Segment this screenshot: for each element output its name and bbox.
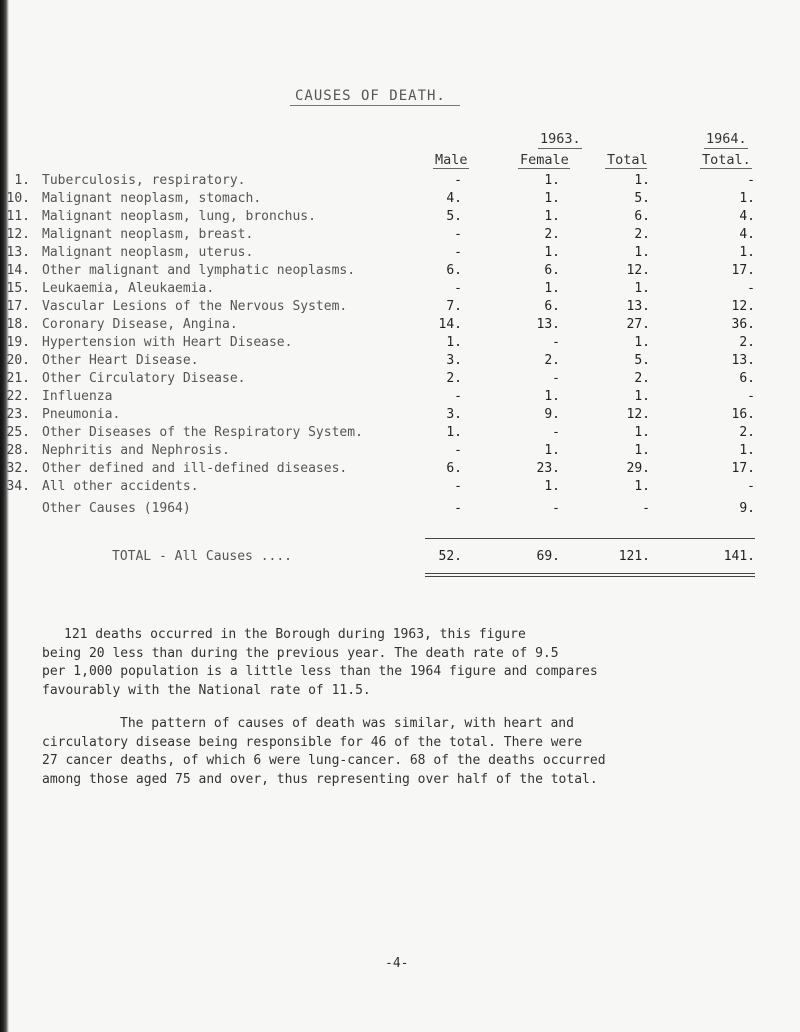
table-row <box>0 500 800 518</box>
row-number: 23. <box>6 407 30 422</box>
total-top-rule <box>425 538 755 539</box>
column-header-total: Total <box>607 152 648 168</box>
female-cell: 1. <box>544 173 560 188</box>
table-row <box>0 244 800 262</box>
title-underline <box>290 105 460 106</box>
female-cell: 2. <box>544 353 560 368</box>
row-number: 34. <box>6 479 30 494</box>
table-row <box>0 226 800 244</box>
total-1964-cell: 1. <box>739 443 755 458</box>
female-cell: 6. <box>544 263 560 278</box>
row-number: 22. <box>6 389 30 404</box>
row-label: Other Heart Disease. <box>42 353 199 368</box>
row-number: 1. <box>14 173 30 188</box>
total-cell: - <box>642 501 650 516</box>
total-cell: 1. <box>634 425 650 440</box>
female-cell: - <box>552 425 560 440</box>
male-cell: 3. <box>446 407 462 422</box>
total-male-cell: 52. <box>438 549 462 564</box>
table-row <box>0 478 800 496</box>
female-cell: 13. <box>536 317 560 332</box>
female-cell: 1. <box>544 191 560 206</box>
total-cell: 27. <box>626 317 650 332</box>
total-cell: 1. <box>634 389 650 404</box>
total-bottom-rule-2 <box>425 576 755 577</box>
table-row <box>0 262 800 280</box>
total-1964-underline <box>700 168 752 169</box>
column-header-total-1964: Total. <box>702 152 751 168</box>
row-label: Other Diseases of the Respiratory System. <box>42 425 363 440</box>
row-number: 12. <box>6 227 30 242</box>
total-1964-cell: 36. <box>731 317 755 332</box>
male-cell: - <box>454 173 462 188</box>
row-label: Nephritis and Nephrosis. <box>42 443 230 458</box>
row-number: 17. <box>6 299 30 314</box>
female-cell: - <box>552 371 560 386</box>
total-1964-cell: - <box>747 281 755 296</box>
row-number: 32. <box>6 461 30 476</box>
total-1964-cell: 2. <box>739 425 755 440</box>
male-cell: 1. <box>446 335 462 350</box>
table-row <box>0 406 800 424</box>
female-cell: - <box>552 501 560 516</box>
table-row <box>0 208 800 226</box>
total-cell: 1. <box>634 245 650 260</box>
total-1964-cell: 17. <box>731 263 755 278</box>
table-row <box>0 370 800 388</box>
row-label: Pneumonia. <box>42 407 121 422</box>
year-1963-header: 1963. <box>540 131 581 147</box>
column-header-male: Male <box>435 152 468 168</box>
total-underline <box>605 168 647 169</box>
table-row <box>0 190 800 208</box>
total-1964-cell: 13. <box>731 353 755 368</box>
total-female-cell: 69. <box>536 549 560 564</box>
year-1963-underline <box>538 148 582 149</box>
male-underline <box>433 168 469 169</box>
row-number: 18. <box>6 317 30 332</box>
row-number: 20. <box>6 353 30 368</box>
male-cell: - <box>454 501 462 516</box>
table-row <box>0 352 800 370</box>
total-1964-cell: 17. <box>731 461 755 476</box>
total-1964-cell: 12. <box>731 299 755 314</box>
male-cell: 5. <box>446 209 462 224</box>
total-1964-cell: 4. <box>739 227 755 242</box>
male-cell: 6. <box>446 263 462 278</box>
row-label: Influenza <box>42 389 113 404</box>
page-number: -4- <box>385 956 409 971</box>
total-cell: 1. <box>634 443 650 458</box>
row-label: Other Circulatory Disease. <box>42 371 246 386</box>
female-cell: 1. <box>544 443 560 458</box>
female-cell: 1. <box>544 281 560 296</box>
male-cell: 3. <box>446 353 462 368</box>
row-number: 21. <box>6 371 30 386</box>
total-1964-cell: 1. <box>739 191 755 206</box>
total-cell: 29. <box>626 461 650 476</box>
table-row <box>0 316 800 334</box>
male-cell: - <box>454 227 462 242</box>
row-label: Vascular Lesions of the Nervous System. <box>42 299 348 314</box>
total-1964-cell: - <box>747 389 755 404</box>
total-1964-cell: 9. <box>739 501 755 516</box>
total-row <box>0 548 800 566</box>
row-label: Malignant neoplasm, stomach. <box>42 191 262 206</box>
row-label: Other malignant and lymphatic neoplasms. <box>42 263 356 278</box>
paragraph-pattern: The pattern of causes of death was similar, with heart and circulatory disease being responsible for 46 of the total. There were 27 cancer deaths, of which 6 were lung-cancer. 68 of the deaths occurred among those aged 75 and over, thus representing over half of the total. <box>42 716 606 787</box>
total-cell: 13. <box>626 299 650 314</box>
total-total-cell: 121. <box>618 549 650 564</box>
total-bottom-rule-1 <box>425 573 755 574</box>
female-underline <box>518 168 570 169</box>
row-label: Hypertension with Heart Disease. <box>42 335 293 350</box>
paragraph-death-rate: 121 deaths occurred in the Borough during 1963, this figure being 20 less than during the previous year. The death rate of 9.5 per 1,000 population is a little less than the 1964 figure and compares favourably with the National rate of 11.5. <box>42 627 598 698</box>
total-1964-cell: - <box>747 173 755 188</box>
row-label: Malignant neoplasm, uterus. <box>42 245 254 260</box>
total-cell: 6. <box>634 209 650 224</box>
total-1964-total-cell: 141. <box>723 549 755 564</box>
table-row <box>0 442 800 460</box>
total-cell: 12. <box>626 263 650 278</box>
male-cell: 1. <box>446 425 462 440</box>
column-header-female: Female <box>520 152 569 168</box>
row-number: 10. <box>6 191 30 206</box>
table-row <box>0 172 800 190</box>
row-label: Other Causes (1964) <box>42 501 191 516</box>
row-label: Coronary Disease, Angina. <box>42 317 238 332</box>
row-label: Malignant neoplasm, breast. <box>42 227 254 242</box>
male-cell: 2. <box>446 371 462 386</box>
total-1964-cell: - <box>747 479 755 494</box>
male-cell: 7. <box>446 299 462 314</box>
female-cell: 1. <box>544 479 560 494</box>
row-label: Leukaemia, Aleukaemia. <box>42 281 215 296</box>
female-cell: 6. <box>544 299 560 314</box>
total-cell: 2. <box>634 227 650 242</box>
table-row <box>0 334 800 352</box>
table-row <box>0 424 800 442</box>
male-cell: - <box>454 281 462 296</box>
table-row <box>0 298 800 316</box>
total-1964-cell: 16. <box>731 407 755 422</box>
total-cell: 2. <box>634 371 650 386</box>
row-label: Malignant neoplasm, lung, bronchus. <box>42 209 316 224</box>
male-cell: 4. <box>446 191 462 206</box>
table-row <box>0 460 800 478</box>
female-cell: 9. <box>544 407 560 422</box>
row-label: Other defined and ill-defined diseases. <box>42 461 348 476</box>
total-1964-cell: 6. <box>739 371 755 386</box>
row-number: 28. <box>6 443 30 458</box>
total-cell: 1. <box>634 281 650 296</box>
male-cell: - <box>454 443 462 458</box>
row-number: 15. <box>6 281 30 296</box>
total-label: TOTAL - All Causes .... <box>112 549 293 564</box>
female-cell: 1. <box>544 245 560 260</box>
female-cell: 1. <box>544 209 560 224</box>
row-number: 14. <box>6 263 30 278</box>
total-1964-cell: 2. <box>739 335 755 350</box>
page-title: CAUSES OF DEATH. <box>295 88 446 104</box>
total-cell: 1. <box>634 479 650 494</box>
year-1964-underline <box>704 148 748 149</box>
total-cell: 5. <box>634 191 650 206</box>
total-cell: 12. <box>626 407 650 422</box>
table-row <box>0 388 800 406</box>
female-cell: 23. <box>536 461 560 476</box>
male-cell: 6. <box>446 461 462 476</box>
male-cell: - <box>454 245 462 260</box>
row-number: 11. <box>6 209 30 224</box>
total-cell: 1. <box>634 173 650 188</box>
total-1964-cell: 4. <box>739 209 755 224</box>
male-cell: - <box>454 389 462 404</box>
female-cell: - <box>552 335 560 350</box>
year-1964-header: 1964. <box>706 131 747 147</box>
female-cell: 1. <box>544 389 560 404</box>
total-cell: 1. <box>634 335 650 350</box>
row-label: All other accidents. <box>42 479 199 494</box>
female-cell: 2. <box>544 227 560 242</box>
total-1964-cell: 1. <box>739 245 755 260</box>
male-cell: - <box>454 479 462 494</box>
row-number: 25. <box>6 425 30 440</box>
row-number: 19. <box>6 335 30 350</box>
male-cell: 14. <box>438 317 462 332</box>
table-row <box>0 280 800 298</box>
total-cell: 5. <box>634 353 650 368</box>
row-number: 13. <box>6 245 30 260</box>
row-label: Tuberculosis, respiratory. <box>42 173 246 188</box>
